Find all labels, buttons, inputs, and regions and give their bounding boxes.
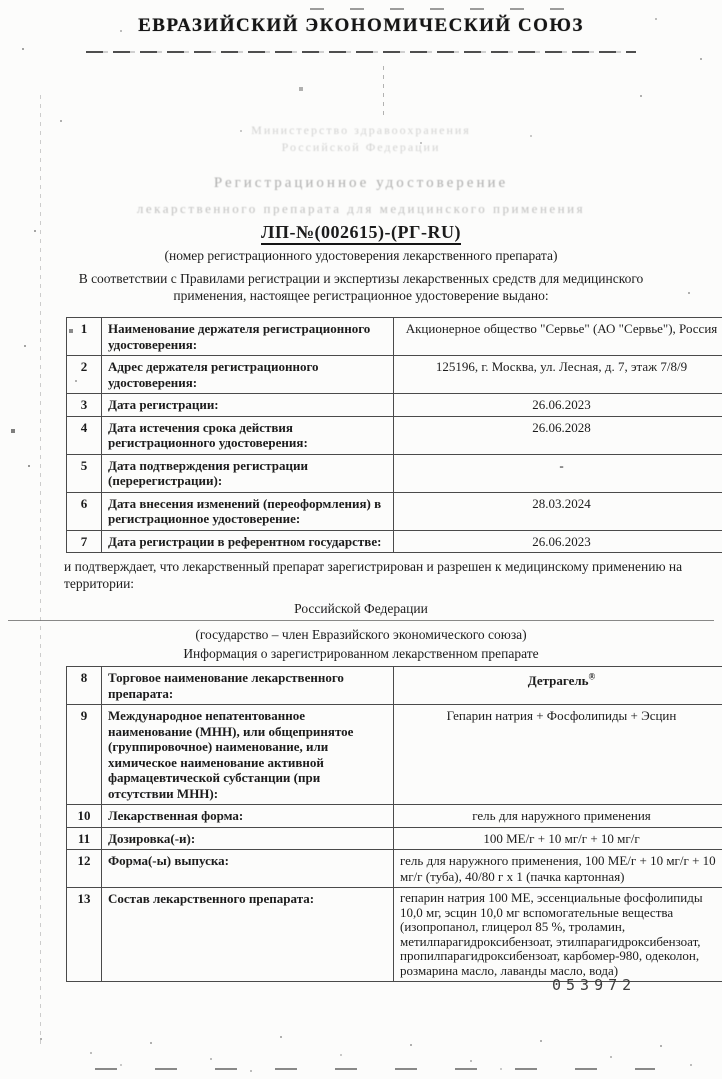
product-info-table xyxy=(66,666,722,982)
row-label: Дозировка(-и): xyxy=(102,827,394,850)
row-number: 3 xyxy=(67,394,102,417)
faded-certificate-subtitle: лекарственного препарата для медицинского применения xyxy=(136,201,586,216)
row-number: 6 xyxy=(67,492,102,530)
territory-underline xyxy=(8,620,714,621)
row-number: 13 xyxy=(67,888,102,982)
table-row xyxy=(67,318,722,356)
row-value: 26.06.2028 xyxy=(394,416,722,454)
row-label: Торговое наименование лекарственного препарата: xyxy=(102,667,394,705)
row-label: Форма(-ы) выпуска: xyxy=(102,850,394,888)
row-label: Дата регистрации: xyxy=(102,394,394,417)
scan-noise-bottom xyxy=(0,1030,2,1032)
table-row xyxy=(67,394,722,417)
table-row xyxy=(67,356,722,394)
row-label: Международное непатентованное наименование (МНН), или общепринятое (группировочное) наименование, или химическое наименование активной фармацевтической субстанции (при отсутствии МНН): xyxy=(102,705,394,805)
row-value: гепарин натрия 100 МЕ, эссенциальные фосфолипиды 10,0 мг, эсцин 10,0 мг вспомогательные вещества (изопропанол, глицерол 85 %, троламин, метилпарагидроксибензоат, этилпарагидроксибензоат, пропилпарагидроксибензоат, карбомер-980, одеколон, розмарина масло, лаванды масло, вода) xyxy=(394,888,722,982)
table-row xyxy=(67,805,722,828)
row-number: 2 xyxy=(67,356,102,394)
row-label: Наименование держателя регистрационного удостоверения: xyxy=(102,318,394,356)
certificate-number xyxy=(0,222,722,243)
row-value: 26.06.2023 xyxy=(394,530,722,553)
row-label: Дата регистрации в референтном государстве: xyxy=(102,530,394,553)
scan-artifact-center-line xyxy=(383,66,384,118)
row-label: Адрес держателя регистрационного удостоверения: xyxy=(102,356,394,394)
row-number: 5 xyxy=(67,454,102,492)
table-row xyxy=(67,888,722,982)
row-number: 1 xyxy=(67,318,102,356)
row-label: Состав лекарственного препарата: xyxy=(102,888,394,982)
table-row xyxy=(67,416,722,454)
territory-country: Российской Федерации xyxy=(294,601,428,616)
row-number: 8 xyxy=(67,667,102,705)
row-value: 125196, г. Москва, ул. Лесная, д. 7, этаж 7/8/9 xyxy=(394,356,722,394)
row-value: Гепарин натрия + Фосфолипиды + Эсцин xyxy=(394,705,722,805)
product-info-section-title: Информация о зарегистрированном лекарственном препарате xyxy=(183,646,539,661)
stamp-serial-number: 053972 xyxy=(552,976,637,994)
row-value: - xyxy=(394,454,722,492)
row-number: 7 xyxy=(67,530,102,553)
scan-artifact-top-dashes xyxy=(310,8,570,10)
faded-ministry-line-1: Министерство здравоохранения xyxy=(251,123,471,137)
row-value xyxy=(394,667,722,705)
row-number: 11 xyxy=(67,827,102,850)
row-value: 100 МЕ/г + 10 мг/г + 10 мг/г xyxy=(394,827,722,850)
table-row xyxy=(67,705,722,805)
row-value: гель для наружного применения, 100 МЕ/г + 10 мг/г + 10 мг/г (туба), 40/80 г х 1 (пачка картонная) xyxy=(394,850,722,888)
confirmation-note: и подтверждает, что лекарственный препарат зарегистрирован и разрешен к медицинскому применению на территории: xyxy=(64,559,683,591)
registered-trademark-symbol: ® xyxy=(588,672,596,682)
header-divider-line xyxy=(86,51,636,53)
row-value: 28.03.2024 xyxy=(394,492,722,530)
table-row xyxy=(67,850,722,888)
holder-info-table xyxy=(66,317,722,553)
union-header-title: ЕВРАЗИЙСКИЙ ЭКОНОМИЧЕСКИЙ СОЮЗ xyxy=(138,15,584,36)
row-label: Дата внесения изменений (переоформления) в регистрационное удостоверение: xyxy=(102,492,394,530)
faded-certificate-title: Регистрационное удостоверение xyxy=(213,175,509,191)
row-number: 9 xyxy=(67,705,102,805)
table-row xyxy=(67,492,722,530)
row-number: 10 xyxy=(67,805,102,828)
table-row xyxy=(67,530,722,553)
table-row xyxy=(67,454,722,492)
row-label: Дата подтверждения регистрации (перерегистрации): xyxy=(102,454,394,492)
row-value: 26.06.2023 xyxy=(394,394,722,417)
scan-artifact-bottom-rule xyxy=(95,1068,655,1070)
trade-name: Детрагель xyxy=(527,673,589,689)
faded-ministry-line-2: Российской Федерации xyxy=(281,140,441,154)
row-number: 12 xyxy=(67,850,102,888)
row-label: Лекарственная форма: xyxy=(102,805,394,828)
row-value: Акционерное общество "Сервье" (АО "Сервье"), Россия xyxy=(394,318,722,356)
row-label: Дата истечения срока действия регистрационного удостоверения: xyxy=(102,416,394,454)
territory-caption: (государство – член Евразийского экономического союза) xyxy=(195,627,527,642)
certificate-number-text: ЛП-№(002615)-(РГ-RU) xyxy=(261,222,461,245)
intro-paragraph: В соответствии с Правилами регистрации и экспертизы лекарственных средств для медицинского применения, настоящее регистрационное удостоверение выдано: xyxy=(78,271,644,303)
certificate-number-caption: (номер регистрационного удостоверения лекарственного препарата) xyxy=(164,248,558,263)
table-row xyxy=(67,667,722,705)
scan-artifact-left-line xyxy=(40,95,41,1045)
scan-noise-top xyxy=(0,0,2,2)
row-number: 4 xyxy=(67,416,102,454)
table-row xyxy=(67,827,722,850)
row-value: гель для наружного применения xyxy=(394,805,722,828)
